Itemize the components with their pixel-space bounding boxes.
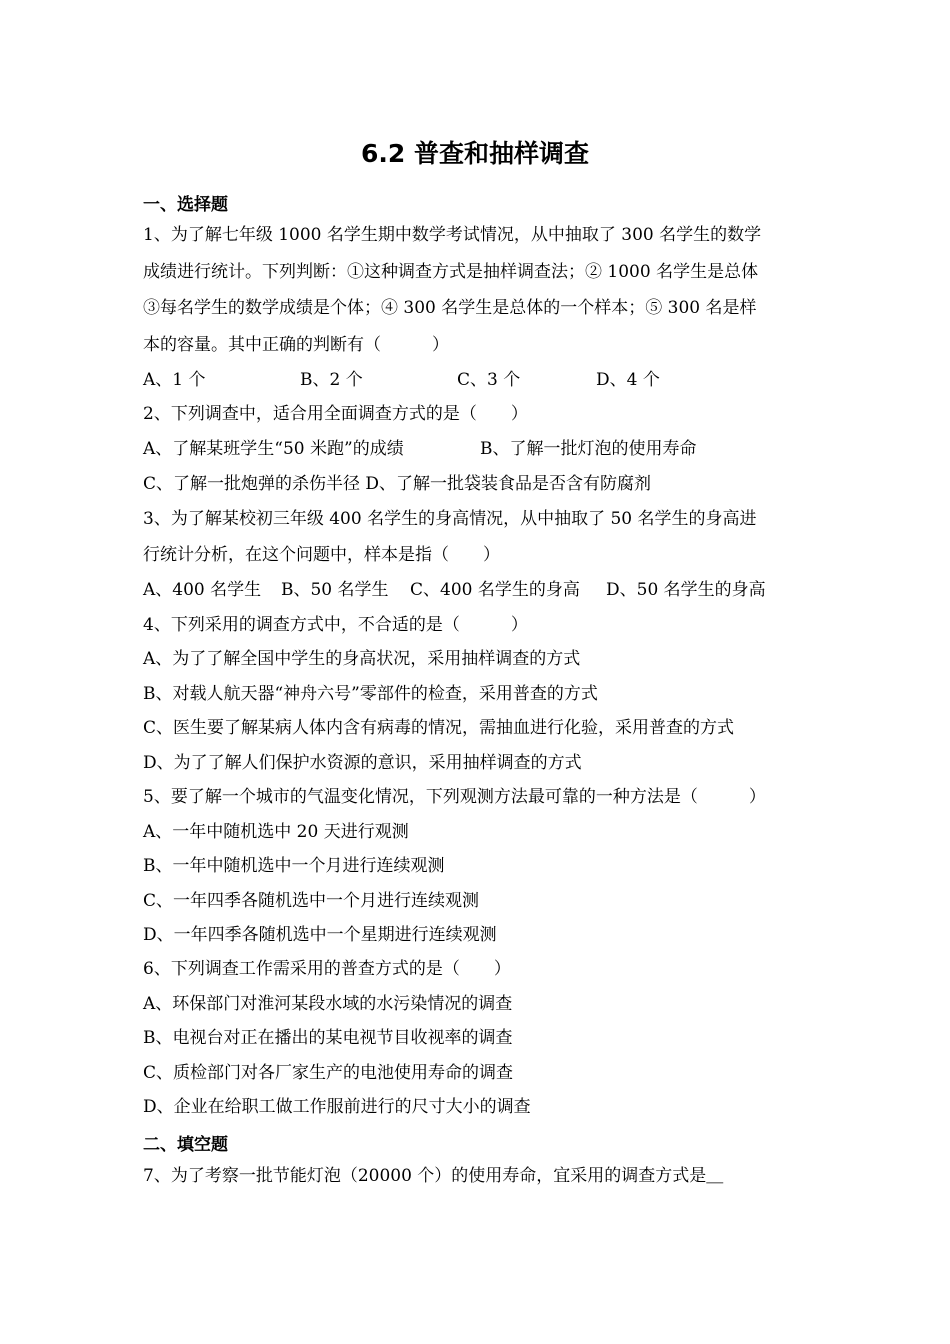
section-heading-fill: 二、填空题	[143, 1135, 228, 1155]
question-3-option-c: C、400 名学生的身高	[410, 580, 580, 600]
question-3-option-b: B、50 名学生	[281, 580, 389, 600]
question-1-option-b: B、2 个	[300, 370, 363, 390]
question-3-line-2: 行统计分析，在这个问题中，样本是指（ ）	[143, 545, 500, 565]
question-6-option-a: A、环保部门对淮河某段水域的水污染情况的调查	[143, 994, 513, 1014]
question-5-option-b: B、一年中随机选中一个月进行连续观测	[143, 856, 445, 876]
question-6-option-b: B、电视台对正在播出的某电视节目收视率的调查	[143, 1028, 513, 1048]
question-1-option-a: A、1 个	[143, 370, 206, 390]
question-1-option-c: C、3 个	[457, 370, 521, 390]
question-4-option-a: A、为了了解全国中学生的身高状况，采用抽样调查的方式	[143, 649, 581, 669]
question-6-stem: 6、下列调查工作需采用的普查方式的是（ ）	[143, 959, 511, 979]
question-2-options-cd: C、了解一批炮弹的杀伤半径 D、了解一批袋装食品是否含有防腐剂	[143, 474, 652, 494]
question-4-option-b: B、对载人航天器“神舟六号”零部件的检查，采用普查的方式	[143, 684, 598, 704]
question-4-option-d: D、为了了解人们保护水资源的意识，采用抽样调查的方式	[143, 753, 582, 773]
question-1-line-3: ③每名学生的数学成绩是个体；④ 300 名学生是总体的一个样本；⑤ 300 名是样	[143, 298, 757, 318]
question-2-option-b: B、了解一批灯泡的使用寿命	[480, 439, 697, 459]
question-5-stem: 5、要了解一个城市的气温变化情况，下列观测方法最可靠的一种方法是（ ）	[143, 787, 766, 807]
question-1-line-1: 1、为了解七年级 1000 名学生期中数学考试情况，从中抽取了 300 名学生的数学	[143, 225, 762, 245]
question-4-stem: 4、下列采用的调查方式中，不合适的是（ ）	[143, 615, 528, 635]
question-1-option-d: D、4 个	[596, 370, 660, 390]
question-7-stem: 7、为了考察一批节能灯泡（20000 个）的使用寿命，宜采用的调查方式是＿	[143, 1166, 724, 1186]
question-3-option-a: A、400 名学生	[143, 580, 262, 600]
question-3-option-d: D、50 名学生的身高	[606, 580, 766, 600]
question-2-option-a: A、了解某班学生“50 米跑”的成绩	[143, 439, 404, 459]
question-6-option-c: C、质检部门对各厂家生产的电池使用寿命的调查	[143, 1063, 514, 1083]
question-5-option-d: D、一年四季各随机选中一个星期进行连续观测	[143, 925, 497, 945]
question-3-line-1: 3、为了解某校初三年级 400 名学生的身高情况，从中抽取了 50 名学生的身高进	[143, 509, 757, 529]
question-2-stem: 2、下列调查中，适合用全面调查方式的是（ ）	[143, 404, 528, 424]
question-1-line-4: 本的容量。其中正确的判断有（ ）	[143, 335, 449, 355]
section-heading-choice: 一、选择题	[143, 195, 228, 215]
page-title: 6.2 普查和抽样调查	[361, 139, 589, 168]
question-5-option-c: C、一年四季各随机选中一个月进行连续观测	[143, 891, 480, 911]
question-4-option-c: C、医生要了解某病人体内含有病毒的情况，需抽血进行化验，采用普查的方式	[143, 718, 735, 738]
question-1-line-2: 成绩进行统计。下列判断：①这种调查方式是抽样调查法；② 1000 名学生是总体	[143, 262, 759, 282]
question-6-option-d: D、企业在给职工做工作服前进行的尺寸大小的调查	[143, 1097, 531, 1117]
question-5-option-a: A、一年中随机选中 20 天进行观测	[143, 822, 409, 842]
